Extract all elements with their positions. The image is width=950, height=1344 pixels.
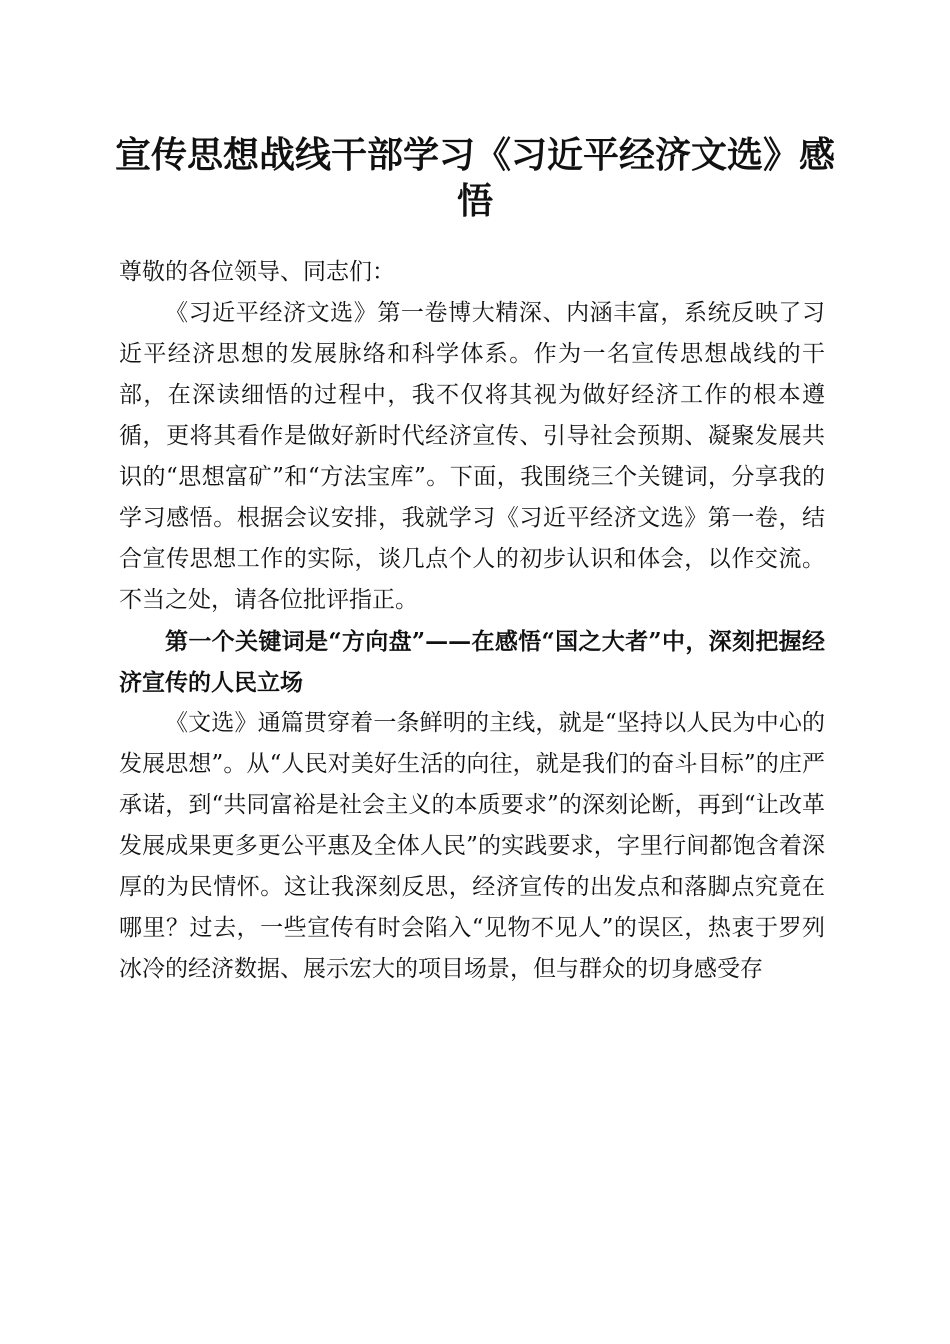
paragraph-section-1: 《文选》通篇贯穿着一条鲜明的主线，就是“坚持以人民为中心的发展思想”。从“人民对美好生活的向往，就是我们的奋斗目标”的庄严承诺，到“共同富裕是社会主义的本质要求”的深刻论断，再到“让改革发展成果更多更公平惠及全体人民”的实践要求，字里行间都饱含着深厚的为民情怀。这让我深刻反思，经济宣传的出发点和落脚点究竟在哪里？过去，一些宣传有时会陷入“见物不见人”的误区，热衷于罗列冰冷的经济数据、展示宏大的项目场景，但与群众的切身感受存 xyxy=(119,710,825,982)
document-title: 宣传思想战线干部学习《习近平经济文选》感悟 xyxy=(114,134,835,222)
greeting: 尊敬的各位领导、同志们： xyxy=(119,259,395,285)
paragraph-intro: 《习近平经济文选》第一卷博大精深、内涵丰富，系统反映了习近平经济思想的发展脉络和科学体系。作为一名宣传思想战线的干部，在深读细悟的过程中，我不仅将其视为做好经济工作的根本遵循，更将其看作是做好新时代经济宣传、引导社会预期、凝聚发展共识的“思想富矿”和“方法宝库”。下面，我围绕三个关键词，分享我的学习感悟。根据会议安排，我就学习《习近平经济文选》第一卷，结合宣传思想工作的实际，谈几点个人的初步认识和体会，以作交流。不当之处，请各位批评指正。 xyxy=(119,300,825,613)
document-body xyxy=(119,252,825,990)
section-heading-1: 第一个关键词是“方向盘”——在感悟“国之大者”中，深刻把握经济宣传的人民立场 xyxy=(119,628,825,696)
